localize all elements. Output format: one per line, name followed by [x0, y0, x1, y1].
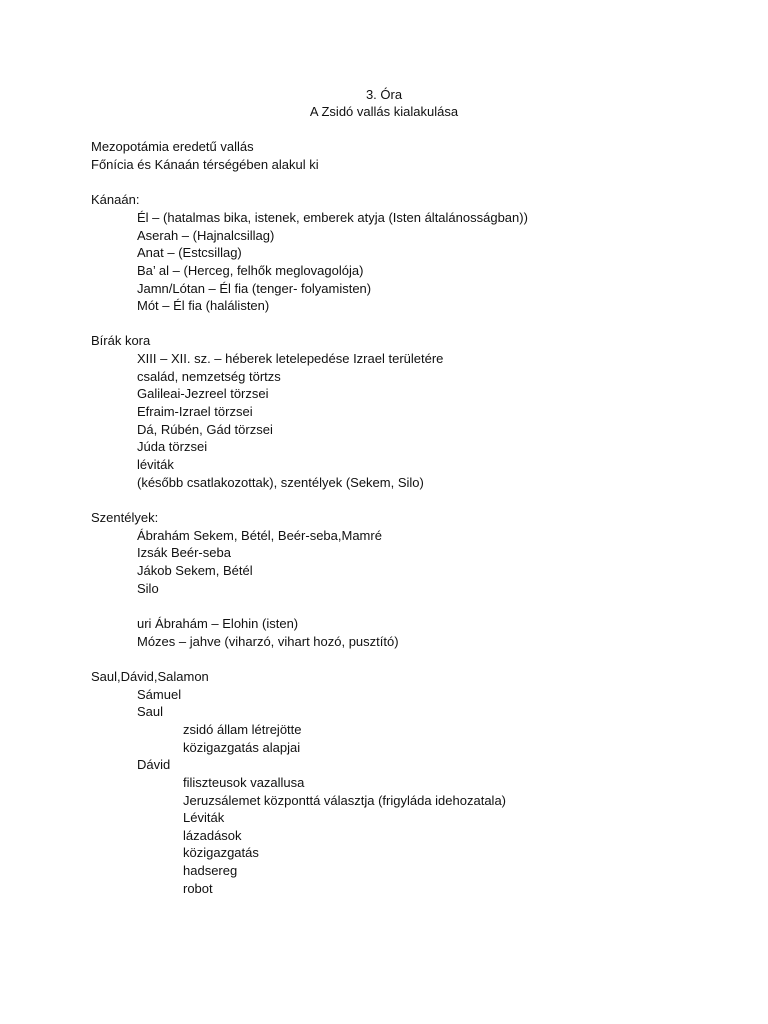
list-item: lázadások — [183, 828, 242, 843]
list-item: zsidó állam létrejötte — [183, 722, 302, 737]
subheading-saul: Saul — [137, 704, 164, 719]
section-heading-kiralyok: Saul,Dávid,Salamon — [91, 669, 209, 684]
lesson-number: 3. Óra — [365, 87, 403, 102]
page-title: A Zsidó vallás kialakulása — [309, 104, 459, 119]
list-item: Ba’ al – (Herceg, felhők meglovagolója) — [137, 263, 364, 278]
intro-line: Főnícia és Kánaán térségében alakul ki — [91, 157, 319, 172]
list-item: Izsák Beér-seba — [137, 545, 231, 560]
list-item: Efraim-Izrael törzsei — [137, 404, 253, 419]
list-item: Él – (hatalmas bika, istenek, emberek atyja (Isten általánosságban)) — [137, 210, 528, 225]
list-item: Anat – (Estcsillag) — [137, 245, 242, 260]
list-item: Jákob Sekem, Bétél — [137, 563, 253, 578]
list-item: Dá, Rúbén, Gád törzsei — [137, 422, 273, 437]
list-item: Ábrahám Sekem, Bétél, Beér-seba,Mamré — [137, 528, 382, 543]
list-item: Aserah – (Hajnalcsillag) — [137, 228, 275, 243]
subheading-david: Dávid — [137, 757, 171, 772]
intro-line: Mezopotámia eredetű vallás — [91, 139, 254, 154]
list-item: Léviták — [183, 810, 225, 825]
list-item: Galileai-Jezreel törzsei — [137, 386, 269, 401]
section-heading-szentelyek: Szentélyek: — [91, 510, 159, 525]
list-item: Jamn/Lótan – Él fia (tenger- folyamisten) — [137, 281, 372, 296]
section-heading-birak: Bírák kora — [91, 333, 151, 348]
list-item: közigazgatás — [183, 845, 259, 860]
list-item: (később csatlakozottak), szentélyek (Sekem, Silo) — [137, 475, 424, 490]
list-item: léviták — [137, 457, 174, 472]
list-item: hadsereg — [183, 863, 238, 878]
list-item: uri Ábrahám – Elohin (isten) — [137, 616, 299, 631]
list-item: Mózes – jahve (viharzó, vihart hozó, pusztító) — [137, 634, 399, 649]
list-item: robot — [183, 881, 213, 896]
list-item: XIII – XII. sz. – héberek letelepedése Izrael területére — [137, 351, 444, 366]
section-heading-kanaan: Kánaán: — [91, 192, 140, 207]
list-item: Júda törzsei — [137, 439, 208, 454]
list-item: család, nemzetség törtzs — [137, 369, 281, 384]
list-item: filiszteusok vazallusa — [183, 775, 305, 790]
list-item: Mót – Él fia (halálisten) — [137, 298, 270, 313]
list-item: Jeruzsálemet központtá választja (frigyláda idehozatala) — [183, 793, 507, 808]
list-item: közigazgatás alapjai — [183, 740, 301, 755]
list-item: Silo — [137, 581, 159, 596]
subheading-samuel: Sámuel — [137, 687, 182, 702]
